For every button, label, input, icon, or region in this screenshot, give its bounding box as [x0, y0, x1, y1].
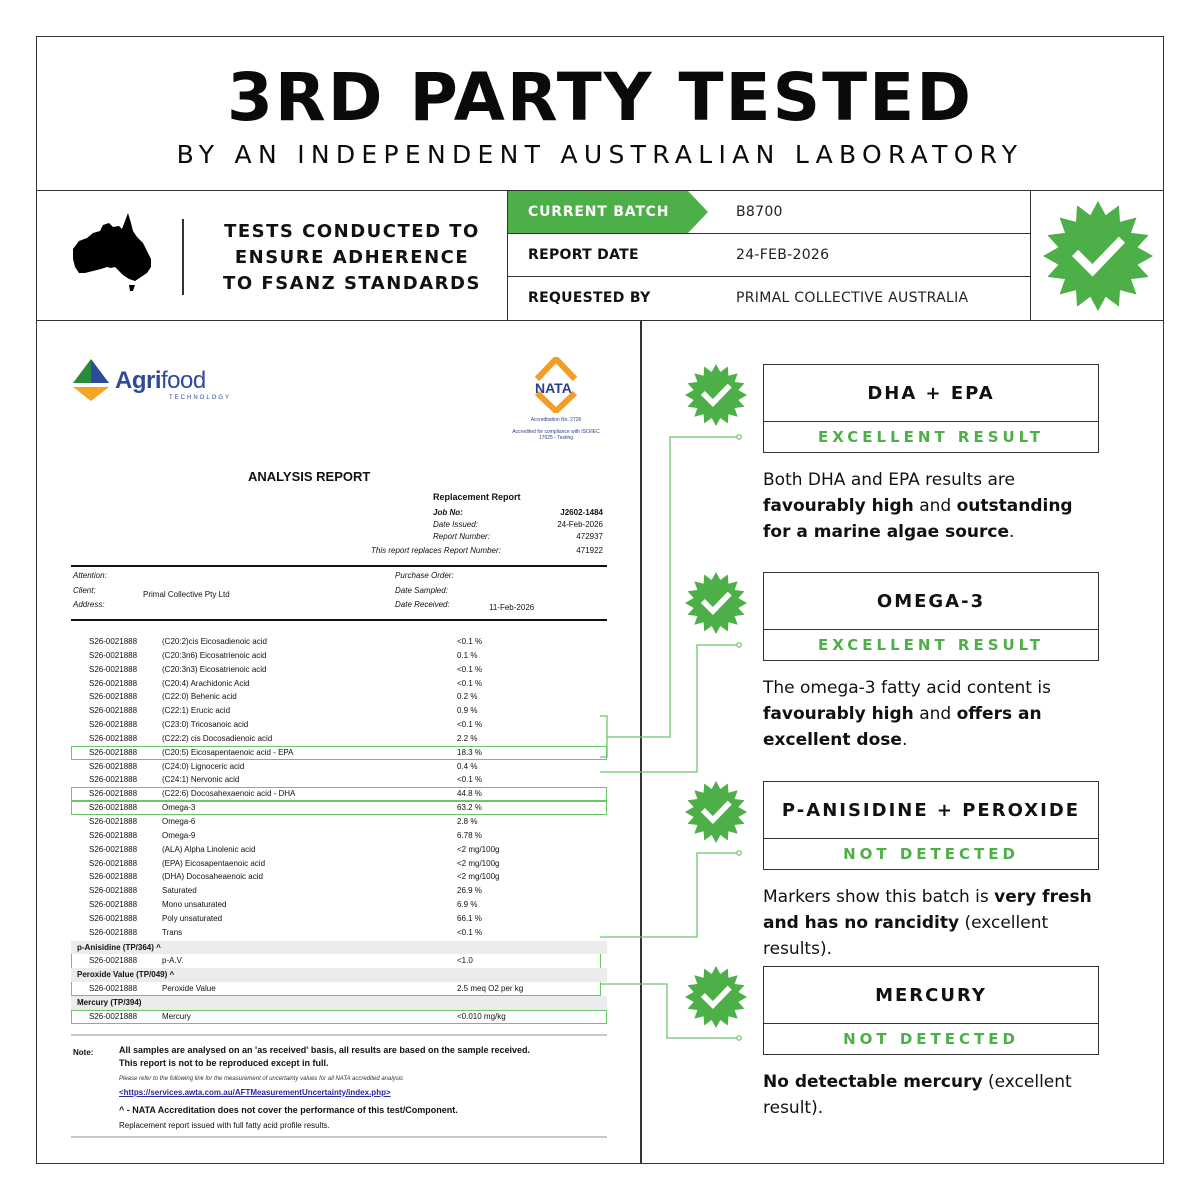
test-name: (C20:5) Eicosapentaenoic acid - EPA [162, 747, 294, 757]
sample-id: S26-0021888 [89, 720, 138, 730]
sample-id: S26-0021888 [89, 650, 138, 660]
finding-title: P-ANISIDINE + PEROXIDE [764, 782, 1098, 839]
report-date-label: REPORT DATE [528, 247, 639, 263]
client-label: Client: [73, 585, 96, 595]
test-value: <0.1 % [457, 637, 483, 646]
sample-id: S26-0021888 [89, 830, 138, 840]
finding-omega-3 [763, 572, 1099, 753]
verified-check-seal-icon [1043, 201, 1153, 311]
result-row [71, 912, 607, 926]
test-name: (EPA) Eicosapentaenoic acid [162, 858, 266, 868]
replacement-note: Replacement report issued with full fatty acid profile results. [119, 1120, 330, 1130]
batch-label: CURRENT BATCH [528, 204, 670, 220]
sample-id: S26-0021888 [89, 816, 138, 826]
finding-description: Both DHA and EPA results are favourably high and outstanding for a marine algae source. [763, 470, 1073, 542]
batch-info-table [507, 191, 1031, 321]
result-row [71, 663, 607, 677]
sample-id: S26-0021888 [89, 775, 138, 785]
result-row [71, 649, 607, 663]
address-label: Address: [73, 600, 105, 609]
finding-card [763, 781, 1099, 870]
test-value: 2.5 meq O2 per kg [457, 984, 524, 994]
test-name: Omega-3 [162, 803, 196, 813]
test-name: Poly unsaturated [162, 913, 223, 923]
test-name: (C22:2) cis Docosadienoic acid [162, 733, 273, 743]
result-row [71, 690, 607, 704]
divider [71, 1136, 607, 1138]
date-sampled-label: Date Sampled: [395, 585, 448, 595]
result-row [71, 787, 607, 801]
nata-accreditation-number: Accreditation No. 2726 [530, 417, 582, 423]
sample-id: S26-0021888 [89, 1011, 138, 1021]
sample-id: S26-0021888 [89, 956, 138, 966]
result-row [71, 801, 607, 815]
test-name: (C20:4) Arachidonic Acid [162, 678, 250, 688]
sample-id: S26-0021888 [89, 747, 138, 757]
test-value: 6.78 % [457, 830, 482, 840]
test-name: (C22:1) Erucic acid [162, 706, 231, 716]
page-title: 3RD PARTY TESTED [226, 59, 974, 136]
sample-id: S26-0021888 [89, 733, 138, 743]
test-name: (C24:1) Nervonic acid [162, 775, 240, 785]
batch-row-current [508, 191, 1030, 234]
test-value: 0.1 % [457, 650, 478, 660]
finding-title: DHA + EPA [764, 365, 1098, 422]
meta-row: This report replaces Report Number: 471922 [371, 546, 603, 555]
test-value: 0.2 % [457, 692, 478, 702]
test-value: 63.2 % [457, 803, 482, 813]
date-received-label: Date Received: [395, 600, 450, 609]
nata-disclaimer: ^ - NATA Accreditation does not cover the performance of this test/Component. [119, 1104, 458, 1115]
statement-line: TO FSANZ STANDARDS [223, 273, 481, 294]
results-table [71, 635, 607, 1138]
test-name: Saturated [162, 886, 197, 896]
result-row [71, 718, 607, 732]
sample-id: S26-0021888 [89, 706, 138, 716]
australia-map-icon [67, 211, 157, 296]
statement-line: ENSURE ADHERENCE [234, 247, 470, 268]
result-row [71, 843, 607, 857]
result-row [71, 870, 607, 884]
test-value: <0.1 % [457, 678, 483, 688]
test-value: 26.9 % [457, 886, 482, 896]
result-row [71, 829, 607, 843]
statement-line: TESTS CONDUCTED TO [224, 221, 480, 242]
nata-wordmark: NATA [535, 380, 572, 396]
column-divider [640, 321, 642, 1163]
note-label: Note: [73, 1047, 94, 1057]
sample-id: S26-0021888 [89, 803, 138, 813]
requested-by-label: REQUESTED BY [528, 290, 651, 306]
test-name: Mercury [162, 1011, 191, 1021]
meta-row: Report Number: 472937 [433, 532, 603, 541]
result-row [71, 746, 607, 760]
oxidation-group [71, 941, 607, 996]
test-name: (C20:3n3) Eicosatrienoic acid [162, 664, 267, 674]
finding-p-anisidine-peroxide [763, 781, 1099, 962]
finding-mercury [763, 966, 1099, 1121]
result-row [71, 677, 607, 691]
test-value: 18.3 % [457, 747, 482, 757]
sample-id: S26-0021888 [89, 984, 138, 994]
divider [71, 1034, 607, 1036]
divider [71, 619, 607, 621]
group-heading: Mercury (TP/394) [71, 996, 607, 1010]
sample-id: S26-0021888 [89, 678, 138, 688]
test-value: <0.1 % [457, 775, 483, 785]
finding-card [763, 966, 1099, 1055]
finding-status: NOT DETECTED [843, 1030, 1019, 1048]
sample-id: S26-0021888 [89, 692, 138, 702]
finding-description: Markers show this batch is very fresh and has no rancidity (excellent results). [763, 887, 1092, 959]
result-row [71, 773, 607, 787]
sample-id: S26-0021888 [89, 886, 138, 896]
test-name: (ALA) Alpha Linolenic acid [162, 844, 256, 854]
infographic-frame [36, 36, 1164, 1164]
note-main: All samples are analysed on an 'as received' basis, all results are based on the sample received. [119, 1044, 530, 1055]
agrifood-logo-mark-icon [71, 357, 111, 405]
client-value: Primal Collective Pty Ltd [143, 589, 230, 599]
test-name: Omega-6 [162, 816, 196, 826]
verified-check-seal-icon [685, 966, 747, 1028]
finding-description: No detectable mercury (excellent result). [763, 1072, 1072, 1118]
batch-row-report-date [508, 234, 1030, 277]
sample-id: S26-0021888 [89, 913, 138, 923]
result-row [71, 982, 607, 996]
test-value: 2.8 % [457, 816, 478, 826]
finding-title: MERCURY [764, 967, 1098, 1024]
agrifood-logo [71, 357, 232, 407]
agrifood-tagline: TECHNOLOGY [169, 395, 232, 401]
finding-title: OMEGA-3 [764, 573, 1098, 630]
test-value: <2 mg/100g [457, 844, 500, 854]
result-row [71, 635, 607, 649]
agrifood-wordmark: Agrifood [115, 367, 206, 394]
result-row [71, 857, 607, 871]
result-row [71, 704, 607, 718]
finding-card [763, 572, 1099, 661]
result-row [71, 926, 607, 940]
report-title: ANALYSIS REPORT [248, 469, 371, 484]
page-subtitle: BY AN INDEPENDENT AUSTRALIAN LABORATORY [176, 140, 1024, 169]
verified-check-seal-icon [685, 781, 747, 843]
sample-id: S26-0021888 [89, 664, 138, 674]
test-name: (C23:0) Tricosanoic acid [162, 720, 249, 730]
test-name: (C22:6) Docosahexaenoic acid - DHA [162, 789, 296, 799]
test-name: (C24:0) Lignoceric acid [162, 761, 245, 771]
meta-row: Date Issued: 24-Feb-2026 [433, 520, 603, 529]
test-name: Mono unsaturated [162, 900, 227, 910]
date-received-value: 11-Feb-2026 [489, 603, 535, 612]
test-name: Peroxide Value [162, 984, 216, 994]
test-name: (C20:2)cis Eicosadienoic acid [162, 637, 267, 646]
test-name: Trans [162, 927, 183, 937]
group-heading: p-Anisidine (TP/364) ^ [71, 941, 607, 955]
group-heading: Peroxide Value (TP/049) ^ [71, 968, 607, 982]
divider [71, 565, 607, 567]
test-value: <0.1 % [457, 720, 483, 730]
sample-id: S26-0021888 [89, 927, 138, 937]
sample-id: S26-0021888 [89, 872, 138, 882]
divider [182, 219, 184, 295]
result-row [71, 898, 607, 912]
report-notes [71, 1044, 607, 1130]
result-row [71, 1010, 607, 1024]
nata-compliance-text: Accredited for compliance with ISO/IEC 17025 - Testing [512, 429, 600, 441]
sample-id: S26-0021888 [89, 858, 138, 868]
attention-label: Attention: [73, 571, 107, 580]
test-value: <2 mg/100g [457, 858, 500, 868]
purchase-order-label: Purchase Order: [395, 571, 454, 580]
fsanz-statement [197, 219, 507, 297]
test-value: 6.9 % [457, 900, 478, 910]
test-value: 2.2 % [457, 733, 478, 743]
test-value: <0.1 % [457, 664, 483, 674]
verified-check-seal-icon [685, 572, 747, 634]
test-name: (DHA) Docosaheaenoic acid [162, 872, 263, 882]
sample-id: S26-0021888 [89, 789, 138, 799]
result-row [71, 732, 607, 746]
finding-status: EXCELLENT RESULT [818, 428, 1044, 446]
test-value: 66.1 % [457, 913, 482, 923]
report-date-value: 24-FEB-2026 [736, 247, 830, 263]
note-main: This report is not to be reproduced except in full. [119, 1057, 329, 1068]
header [37, 37, 1163, 191]
finding-card [763, 364, 1099, 453]
result-row [71, 954, 607, 968]
test-value: <1.0 [457, 956, 473, 966]
test-name: (C22:0) Behenic acid [162, 692, 237, 702]
sample-id: S26-0021888 [89, 844, 138, 854]
sample-id: S26-0021888 [89, 637, 138, 646]
test-value: <0.010 mg/kg [457, 1011, 506, 1021]
batch-value: B8700 [736, 204, 783, 220]
replacement-report-label: Replacement Report [433, 492, 521, 502]
finding-description: The omega-3 fatty acid content is favourably high and offers an excellent dose. [763, 678, 1051, 750]
test-name: p-A.V. [162, 956, 184, 966]
requested-by-value: PRIMAL COLLECTIVE AUSTRALIA [736, 290, 969, 306]
uncertainty-link[interactable]: <https://services.awta.com.au/AFTMeasurementUncertainty/index.php> [119, 1087, 391, 1097]
test-name: Omega-9 [162, 830, 196, 840]
test-value: 0.4 % [457, 761, 478, 771]
test-value: 44.8 % [457, 789, 482, 799]
batch-row-requested-by [508, 277, 1030, 320]
info-band [37, 191, 1163, 321]
finding-status: NOT DETECTED [843, 845, 1019, 863]
test-value: 0.9 % [457, 706, 478, 716]
report-meta [371, 508, 607, 558]
verified-check-seal-icon [685, 364, 747, 426]
test-value: <2 mg/100g [457, 872, 500, 882]
result-row [71, 815, 607, 829]
test-value: <0.1 % [457, 927, 483, 937]
finding-dha-epa [763, 364, 1099, 545]
sample-id: S26-0021888 [89, 900, 138, 910]
result-row [71, 884, 607, 898]
meta-row: Job No: J2602-1484 [433, 508, 603, 517]
finding-status: EXCELLENT RESULT [818, 636, 1044, 654]
client-block [71, 571, 607, 615]
sample-id: S26-0021888 [89, 761, 138, 771]
test-name: (C20:3n6) Eicosatrienoic acid [162, 650, 267, 660]
result-row [71, 760, 607, 774]
uncertainty-note: Please refer to the following link for the measurement of uncertainty values for all NATA accredited analysis [119, 1075, 404, 1082]
